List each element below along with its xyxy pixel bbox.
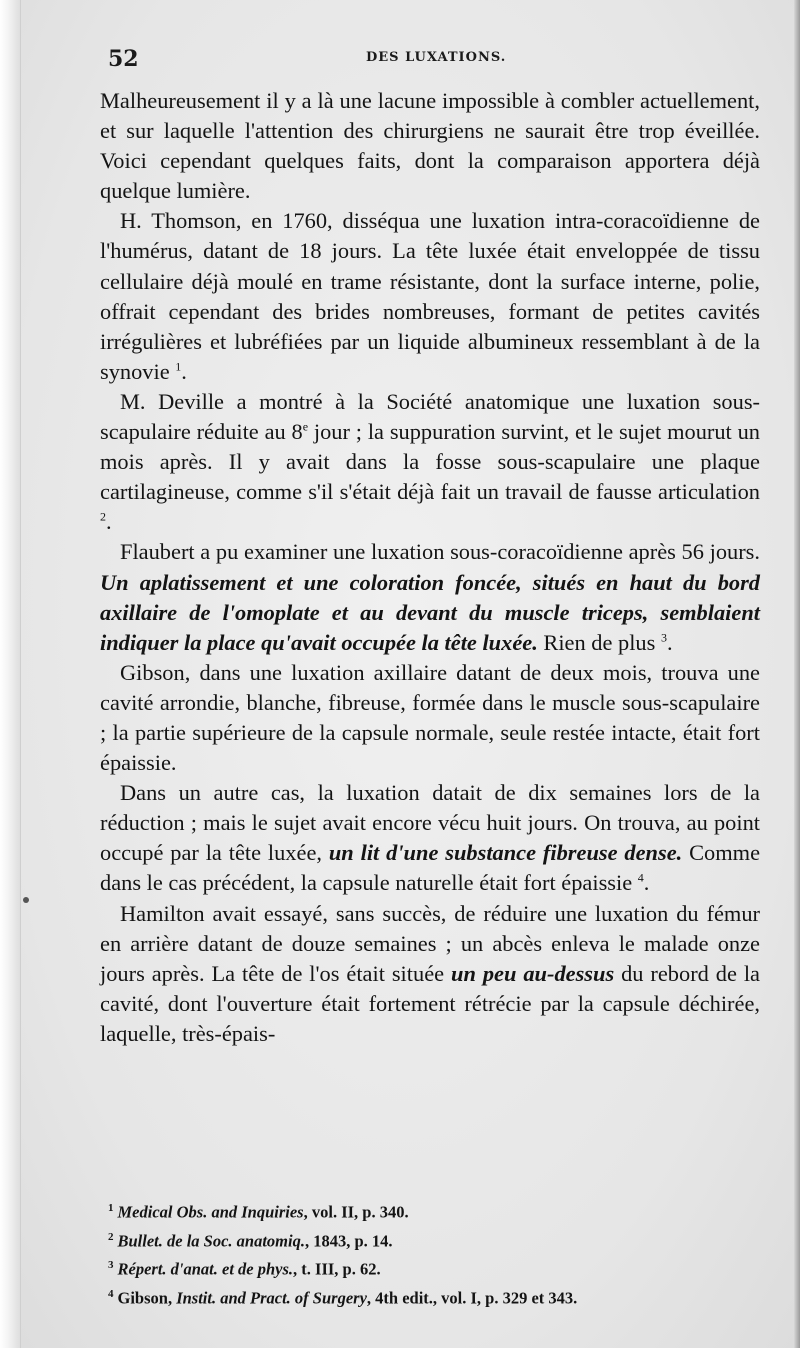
text-run: Flaubert a pu examiner une luxation sous-coracoïdienne après 56 jours. [120, 539, 760, 565]
footnote-mark: 2 [108, 1230, 114, 1243]
paragraph [100, 86, 760, 206]
text-run: , vol. II, p. 340. [303, 1202, 409, 1222]
page-number: 52 [108, 46, 139, 72]
text-run: M. Deville a montré à la Société anatomique une luxation sous-scapulaire réduite au 8 [100, 388, 760, 445]
italic-text: un peu au-dessus [451, 960, 615, 986]
text-run: Gibson, dans une luxation axillaire datant de deux mois, trouva une cavité arrondie, blanche, fibreuse, formée dans le muscle sous-scapulaire ; la partie supérieure de la capsule normale, seule restée intacte, était fort épaissie. [100, 659, 760, 776]
text-run: H. Thomson, en 1760, disséqua une luxation intra-coracoïdienne de l'humérus, datant de 18 jours. La tête luxée était enveloppée de tissu cellulaire déjà moulé en trame résistante, dont la surface interne, polie, offrait cependant des brides nombreuses, formant de petites cavités irrégulières et lubréfiées par un liquide albumineux ressemblant à de la synovie [100, 208, 760, 384]
text-run: Hamilton avait essayé, sans succès, de réduire une luxation du fémur en arrière datant de douze semaines ; un abcès enleva le malade onze jours après. La tête de l'os était située [100, 900, 760, 986]
footnote [108, 1196, 768, 1225]
text-run: , t. III, p. 62. [293, 1259, 381, 1279]
italic-text: Répert. d'anat. et de phys. [117, 1259, 294, 1279]
text-run: Comme dans le cas précédent, la capsule naturelle était fort épaissie [100, 840, 761, 896]
text-run: Malheureusement il y a là une lacune impossible à combler actuellement, et sur laquelle l'attention des chirurgiens ne saurait être trop éveillée. Voici cependant quelques faits, dont la comparaison apportera déjà quelque lumière. [100, 88, 760, 204]
running-head: DES LUXATIONS. [366, 50, 507, 65]
text-run: . [643, 870, 650, 896]
footnote [108, 1253, 768, 1282]
text-run: Rien de plus [537, 629, 661, 655]
page-header [108, 46, 758, 76]
body-text [100, 86, 760, 1049]
paragraph [100, 387, 760, 537]
text-run: Dans un autre cas, la luxation datait de dix semaines lors de la réduction ; mais le sujet avait encore vécu huit jours. On trouva, au point occupé par la tête luxée, [100, 780, 760, 866]
footnote-reference: 4 [637, 870, 644, 885]
footnotes [108, 1196, 768, 1310]
footnote-reference: 1 [175, 359, 182, 374]
page-binding-line [20, 0, 21, 1348]
italic-text: Bullet. de la Soc. anatomiq. [117, 1231, 305, 1250]
footnote-reference: 3 [660, 630, 667, 645]
text-run: Gibson, [117, 1288, 177, 1307]
paragraph [100, 537, 760, 657]
text-run: . [181, 358, 187, 384]
page-edge-shadow [794, 0, 800, 1348]
paragraph [100, 206, 760, 387]
italic-text: Medical Obs. and Inquiries [117, 1202, 304, 1222]
text-run: , 4th edit., vol. I, p. 329 et 343. [366, 1288, 578, 1307]
footnote-reference: e [302, 419, 309, 434]
text-run: , 1843, p. 14. [304, 1231, 393, 1250]
text-run: du rebord de la cavité, dont l'ouverture était fortement rétrécie par la capsule déchirée, laquelle, très-épais- [100, 960, 760, 1046]
footnote-reference: 2 [100, 509, 106, 524]
italic-text: Instit. and Pract. of Surgery [176, 1288, 367, 1307]
page-gutter [0, 0, 20, 1348]
italic-text: Un aplatissement et une coloration foncée, situés en haut du bord axillaire de l'omoplate et au devant du muscle triceps, semblaient indiquer la place qu'avait occupée la tête luxée. [100, 569, 760, 655]
paragraph [100, 658, 760, 778]
paragraph [100, 778, 760, 898]
footnote-mark: 3 [108, 1259, 114, 1271]
footnote [108, 1282, 768, 1311]
text-run: jour ; la suppuration survint, et le sujet mourut un mois après. Il y avait dans la fosse sous-scapulaire une plaque cartilagineuse, comme s'il s'était déjà fait un travail de fausse articulation [100, 419, 760, 505]
ink-speck [23, 897, 29, 903]
italic-text: un lit d'une substance fibreuse dense. [328, 840, 683, 866]
footnote [108, 1225, 768, 1254]
text-run: . [106, 509, 112, 535]
text-run: . [666, 629, 673, 655]
paragraph [100, 899, 760, 1049]
footnote-mark: 4 [108, 1287, 114, 1300]
footnote-mark: 1 [108, 1202, 114, 1214]
